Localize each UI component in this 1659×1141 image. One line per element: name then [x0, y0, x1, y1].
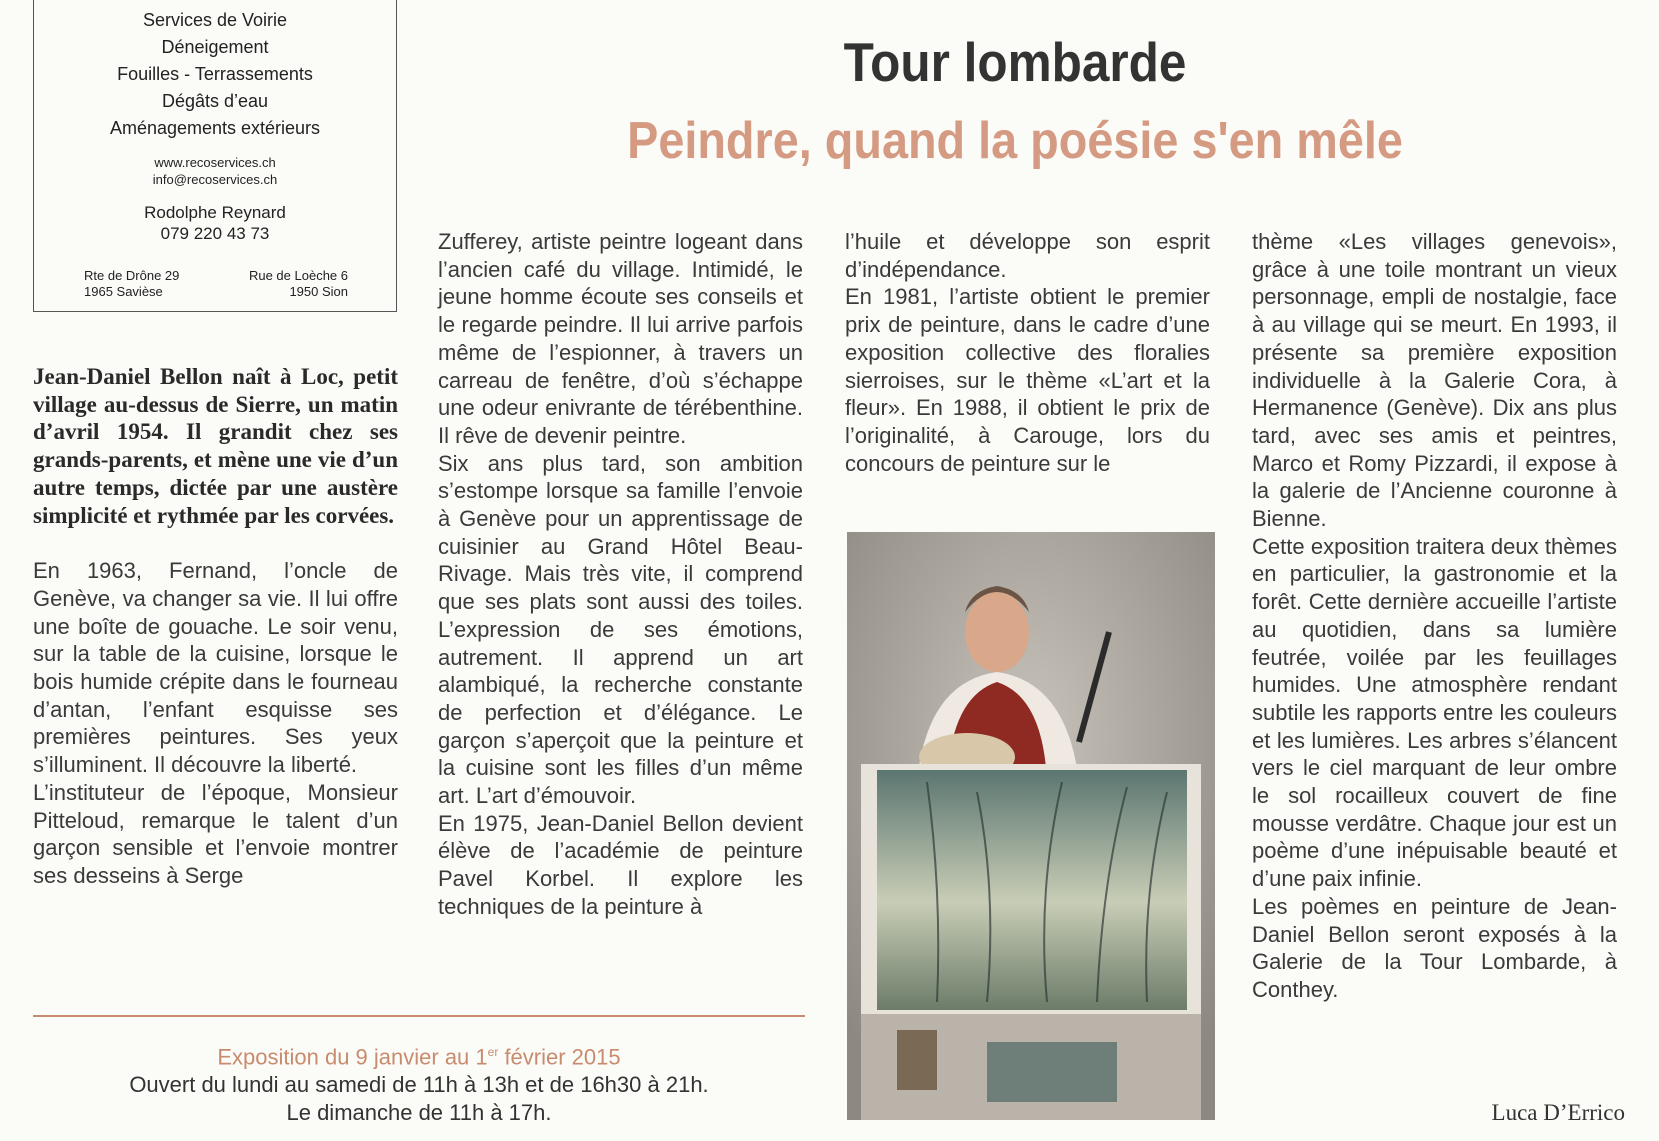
- ad-website: www.recoservices.ch: [154, 155, 276, 170]
- exhibition-dates-start: Exposition du 9 janvier au 1: [217, 1044, 488, 1070]
- artist-photo: [847, 532, 1215, 1120]
- article-paragraph: En 1981, l’artiste obtient le premier prix de peinture, dans le cadre d’une exposition collective des floralies sierroises, sur le thème «L’art et la fleur». En 1988, il obtient le prix de l’originalité, à Carouge, lors du concours de peinture sur le: [845, 284, 1210, 476]
- article-headline: Peindre, quand la poésie s'en mêle: [627, 112, 1403, 170]
- ad-services-list: [34, 7, 396, 142]
- article-paragraph: l’huile et développe son esprit d’indépendance.: [845, 229, 1210, 282]
- exhibition-dates-end: février 2015: [498, 1044, 621, 1070]
- article-paragraph: Les poèmes en peinture de Jean-Daniel Bellon seront exposés à la Galerie de la Tour Lombarde, à Conthey.: [1252, 893, 1617, 1002]
- ad-name: Rodolphe Reynard: [144, 203, 286, 222]
- ad-email: info@recoservices.ch: [152, 172, 278, 187]
- exhibition-hours-weekdays: Ouvert du lundi au samedi de 11h à 13h et de 16h30 à 21h.: [129, 1072, 709, 1098]
- ad-address-line: 1950 Sion: [289, 284, 348, 299]
- ad-address-sion: [249, 268, 348, 300]
- article-column-2: [438, 228, 803, 921]
- article-paragraph: En 1963, Fernand, l’oncle de Genève, va changer sa vie. Il lui offre une boîte de gouache. Le soir venu, sur la table de la cuisine, lorsque le bois humide crépite dans le fourneau d’antan, l’enfant esquisse ses premières peintures. Ses yeux s’illuminent. Il découvre la liberté.: [33, 558, 398, 778]
- article-column-3: [845, 228, 1210, 477]
- ad-service: Déneigement: [161, 37, 269, 57]
- article-paragraph: Cette exposition traitera deux thèmes en particulier, la gastronomie et la forêt. Cette dernière accueille l’artiste au quotidien, dans sa lumière feutrée, voilée par les feuillages humides. Une atmosphère rendant subtile les rapports entre les couleurs et les lumières. Les arbres s’élancent vers le ciel marquant de leur ombre le sol rocailleux couvert de fine mousse verdâtre. Chaque jour est un poème d’une inépuisable beauté et d’une paix infinie.: [1252, 533, 1617, 892]
- ad-phone: 079 220 43 73: [160, 224, 270, 243]
- article-paragraph: thème «Les villages genevois», grâce à une toile montrant un vieux personnage, empli de nostalgie, face à au village qui se meurt. En 1993, il présente sa première exposition individuelle à la Galerie Cora, à Hermanence (Genève). Dix ans plus tard, avec ses amis et peintres, Marco et Romy Pizzardi, il expose à la galerie de l’Ancienne couronne à Bienne.: [1252, 229, 1617, 532]
- exhibition-info: [33, 1038, 805, 1127]
- exhibition-divider: [33, 1015, 805, 1017]
- article-column-1: [33, 363, 398, 890]
- ad-address-line: 1965 Savièse: [84, 284, 163, 299]
- article-paragraph: En 1975, Jean-Daniel Bellon devient élève de l’académie de peinture Pavel Korbel. Il explore les techniques de la peinture à: [438, 810, 803, 919]
- article-paragraph: Zufferey, artiste peintre logeant dans l’ancien café du village. Intimidé, le jeune homme écoute ses conseils et le regarde peindre. Il lui arrive parfois même de l’espionner, à travers un carreau de fenêtre, d’où s’échappe une odeur enivrante de térébenthine. Il rêve de devenir peintre.: [438, 229, 803, 448]
- ad-contact: [34, 154, 396, 188]
- ad-person: [34, 202, 396, 244]
- ad-address-saviese: [84, 268, 179, 300]
- article-column-4: [1252, 228, 1617, 1004]
- advertisement: [33, 0, 397, 312]
- article-lede: Jean-Daniel Bellon naît à Loc, petit village au-dessus de Sierre, un matin d’avril 1954. Il grandit chez ses grands-parents, et mène une vie d’un autre temps, dictée par une austère simplicité et rythmée par les corvées.: [33, 364, 398, 528]
- exhibition-dates: [33, 1038, 805, 1071]
- exhibition-dates-sup: er: [487, 1045, 499, 1059]
- article-paragraph: L’instituteur de l’époque, Monsieur Pitteloud, remarque le talent d’un garçon sensible et l’envoie montrer ses desseins à Serge: [33, 779, 398, 888]
- author-signature: Luca D’Errico: [1491, 1100, 1625, 1125]
- exhibition-hours-sunday: Le dimanche de 11h à 17h.: [286, 1100, 552, 1126]
- ad-service: Fouilles - Terrassements: [117, 64, 313, 84]
- ad-service: Aménagements extérieurs: [109, 118, 321, 138]
- ad-address-line: Rue de Loèche 6: [248, 268, 348, 283]
- ad-service: Dégâts d’eau: [161, 91, 269, 111]
- ad-service: Services de Voirie: [142, 10, 288, 30]
- ad-address-line: Rte de Drône 29: [84, 268, 180, 283]
- article-paragraph: Six ans plus tard, son ambition s’estompe lorsque sa famille l’envoie à Genève pour un apprentissage de cuisinier au Grand Hôtel Beau-Rivage. Mais très vite, il comprend que ses plats sont aussi des toiles. L’expression de ses émotions, autrement. Il apprend un art alambiqué, la recherche constante de perfection et d’élégance. Le garçon s’aperçoit que la peinture et la cuisine sont les filles d’un même art. L’art d’émouvoir.: [438, 450, 803, 809]
- article-kicker: Tour lombarde: [843, 31, 1187, 93]
